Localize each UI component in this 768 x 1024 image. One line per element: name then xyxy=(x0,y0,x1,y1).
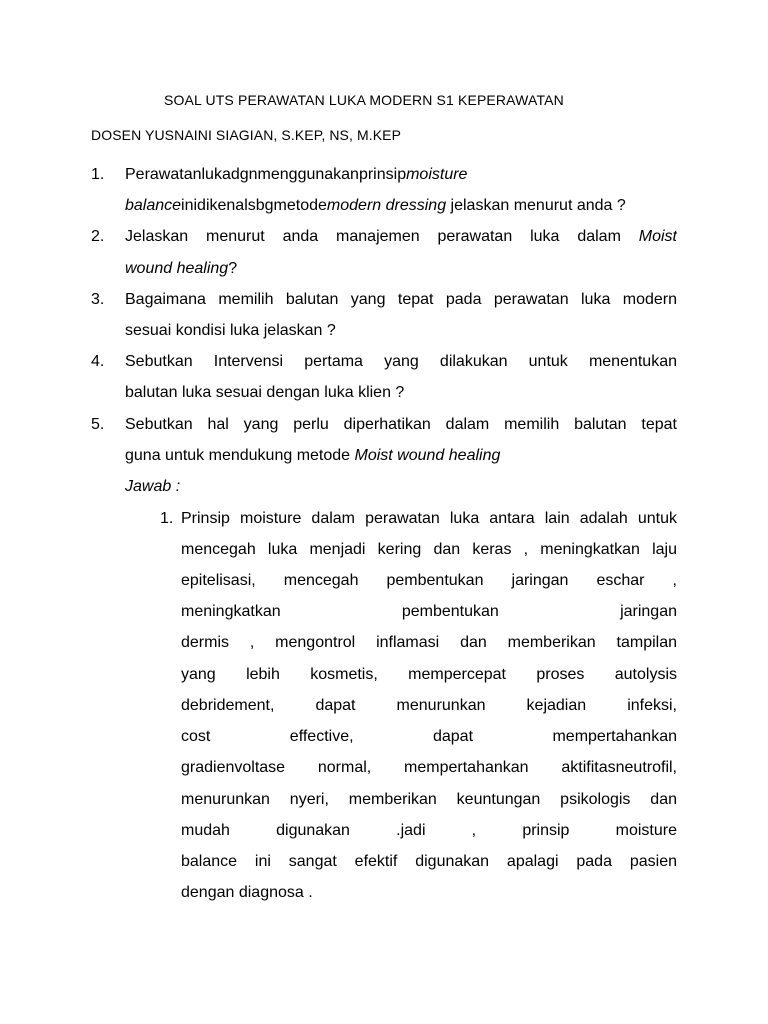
question-line: Jelaskan menurut anda manajemen perawatan luka dalam Moist xyxy=(125,228,677,245)
answer-line: debridement, dapat menurunkan kejadian infeksi, xyxy=(181,697,677,714)
question-line: balutan luka sesuai dengan luka klien ? xyxy=(125,384,405,401)
lecturer-name: DOSEN YUSNAINI SIAGIAN, S.KEP, NS, M.KEP xyxy=(91,127,402,143)
question-line: guna untuk mendukung metode Moist wound healing xyxy=(125,447,501,464)
question-number: 1. xyxy=(91,166,105,183)
question-line: Bagaimana memilih balutan yang tepat pada perawatan luka modern xyxy=(125,291,677,308)
answer-line: menurunkan nyeri, memberikan keuntungan psikologis dan xyxy=(181,791,677,808)
answer-line: dengan diagnosa . xyxy=(181,884,313,901)
answer-line: mencegah luka menjadi kering dan keras , meningkatkan laju xyxy=(181,541,677,558)
question-line: balanceinidikenalsbgmetodemodern dressing jelaskan menurut anda ? xyxy=(125,197,626,214)
answer-line: meningkatkan pembentukan jaringan xyxy=(181,603,677,620)
answer-number: 1. xyxy=(160,510,174,527)
question-line: wound healing? xyxy=(125,260,238,277)
question-line: Perawatanlukadgnmenggunakanprinsipmoisture xyxy=(125,166,468,183)
question-number: 5. xyxy=(91,416,105,433)
document-title: SOAL UTS PERAWATAN LUKA MODERN S1 KEPERAWATAN xyxy=(164,92,564,108)
question-number: 2. xyxy=(91,228,105,245)
answer-line: epitelisasi, mencegah pembentukan jaringan eschar , xyxy=(181,572,677,589)
answer-line: cost effective, dapat mempertahankan xyxy=(181,728,677,745)
answer-line: gradienvoltase normal, mempertahankan aktifitasneutrofil, xyxy=(181,759,677,776)
answer-line: dermis , mengontrol inflamasi dan memberikan tampilan xyxy=(181,634,677,651)
question-line: sesuai kondisi luka jelaskan ? xyxy=(125,322,336,339)
question-number: 4. xyxy=(91,353,105,370)
answer-heading: Jawab : xyxy=(125,478,181,495)
answer-line: yang lebih kosmetis, mempercepat proses autolysis xyxy=(181,666,677,683)
question-line: Sebutkan hal yang perlu diperhatikan dalam memilih balutan tepat xyxy=(125,416,677,433)
answer-line: balance ini sangat efektif digunakan apalagi pada pasien xyxy=(181,853,677,870)
answer-line: Prinsip moisture dalam perawatan luka antara lain adalah untuk xyxy=(181,510,677,527)
question-line: Sebutkan Intervensi pertama yang dilakukan untuk menentukan xyxy=(125,353,677,370)
question-number: 3. xyxy=(91,291,105,308)
answer-line: mudah digunakan .jadi , prinsip moisture xyxy=(181,822,677,839)
